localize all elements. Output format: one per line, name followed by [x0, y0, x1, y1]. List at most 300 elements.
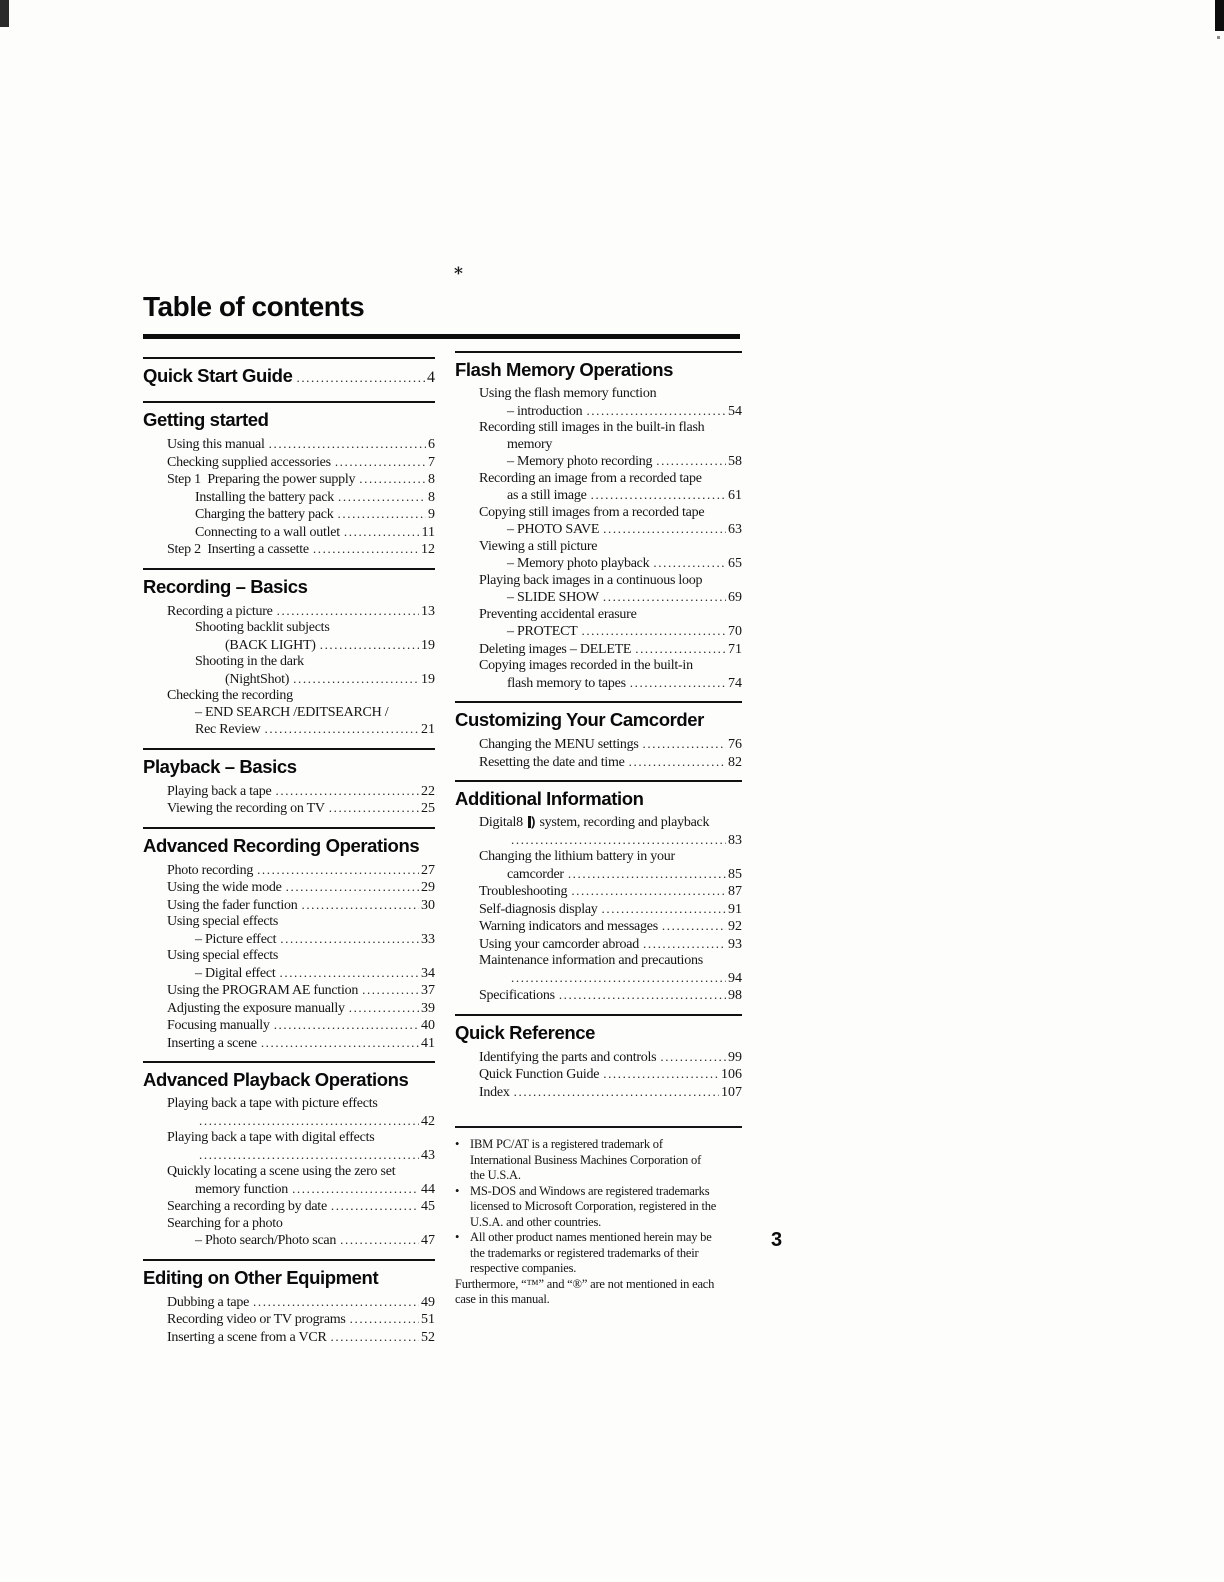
toc-entry-page: 71 — [728, 641, 742, 657]
dot-leader — [199, 1113, 419, 1131]
toc-entry-text: – Picture effect — [195, 931, 277, 947]
toc-entry-text: – introduction — [507, 403, 583, 419]
toc-entry-text: Self-diagnosis display — [479, 901, 598, 917]
section-heading-row — [143, 408, 435, 436]
toc-entry-row — [455, 437, 742, 454]
toc-entry-row — [455, 736, 742, 754]
toc-entry-text: Index — [479, 1084, 510, 1100]
dot-leader — [660, 1049, 726, 1067]
section-heading-row — [143, 1266, 435, 1294]
dot-leader — [629, 754, 726, 772]
toc-entry-page: 47 — [421, 1233, 435, 1248]
footnote-line: IBM PC/AT is a registered trademark of — [470, 1137, 663, 1151]
footnote-line: the trademarks or registered trademarks of their — [470, 1245, 699, 1260]
scan-artifact-asterisk: * — [454, 264, 463, 284]
toc-entry-page: 11 — [421, 524, 435, 540]
section-heading-row — [455, 1021, 742, 1049]
toc-entry-row — [143, 1035, 435, 1053]
toc-entry-page: 45 — [421, 1199, 435, 1214]
toc-entry-text: Recording video or TV programs — [167, 1312, 346, 1327]
toc-entry-page: 94 — [728, 970, 742, 986]
dot-leader — [653, 555, 726, 573]
toc-entry-text: Resetting the date and time — [479, 754, 625, 770]
footnote-lines — [470, 1230, 742, 1277]
dot-leader — [292, 1181, 419, 1199]
digital8-icon: ) — [528, 816, 535, 828]
section-heading-row — [455, 708, 742, 736]
toc-entry-text: Recording an image from a recorded tape — [479, 470, 702, 486]
section-heading-row — [143, 364, 435, 392]
toc-entry-row — [143, 654, 435, 671]
toc-entry-row — [143, 879, 435, 897]
dot-leader — [571, 883, 726, 901]
toc-section — [455, 351, 742, 701]
toc-entry-text: Connecting to a wall outlet — [195, 524, 340, 540]
toc-entry-text: – Memory photo recording — [507, 454, 653, 469]
section-heading: Playback – Basics — [143, 755, 297, 777]
toc-entry-page: 106 — [721, 1067, 742, 1082]
toc-entry-text: Deleting images – DELETE — [479, 641, 632, 657]
toc-entry-text: Viewing a still picture — [479, 538, 598, 554]
toc-entry-page: 44 — [421, 1181, 435, 1197]
toc-entry-text: memory function — [195, 1181, 289, 1197]
toc-entry-row — [455, 420, 742, 437]
toc-entry-text: Troubleshooting — [479, 884, 568, 899]
section-heading-row — [455, 358, 742, 386]
dot-leader — [280, 965, 420, 983]
toc-entry-page: 58 — [728, 454, 742, 469]
dot-leader — [350, 1311, 419, 1329]
toc-entry-page: 69 — [728, 590, 742, 605]
toc-entry-row — [143, 931, 435, 949]
toc-entry-row — [143, 1017, 435, 1035]
toc-entry-text: Using the fader function — [167, 897, 298, 913]
toc-entry-row — [455, 641, 742, 659]
toc-entry-text: Using this manual — [167, 437, 265, 452]
dot-leader — [338, 489, 426, 507]
toc-entry-text: Playing back a tape with digital effects — [167, 1130, 375, 1145]
toc-entry-page: 85 — [728, 866, 742, 882]
toc-column-right — [455, 351, 742, 1308]
toc-entry-page: 37 — [421, 983, 435, 998]
toc-entry-text: (BACK LIGHT) — [225, 637, 316, 653]
toc-entry-page: 25 — [421, 801, 435, 816]
dot-leader — [603, 521, 726, 539]
dot-leader — [276, 783, 420, 801]
dot-leader — [277, 603, 419, 621]
dot-leader — [344, 524, 420, 542]
toc-entry-text: Digital8 — [479, 815, 527, 830]
toc-entry-page: 9 — [428, 507, 435, 522]
dot-leader — [261, 1035, 419, 1053]
page-number: 3 — [771, 1229, 783, 1251]
toc-section — [455, 1014, 742, 1111]
toc-entry-page: 99 — [728, 1049, 742, 1065]
toc-entry-row — [143, 637, 435, 655]
dot-leader — [265, 721, 419, 739]
dot-leader — [359, 471, 426, 489]
toc-entry-row — [455, 970, 742, 988]
toc-entry-page: 61 — [728, 488, 742, 503]
toc-entry-page: 92 — [728, 919, 742, 934]
toc-entry-text: Recording a picture — [167, 603, 273, 619]
section-heading: Advanced Recording Operations — [143, 834, 420, 856]
toc-entry-text: Maintenance information and precautions — [479, 953, 703, 968]
toc-entry-row — [143, 1311, 435, 1329]
section-heading-row — [143, 755, 435, 783]
footnote-line: Furthermore, “™” and “®” are not mentioned in each — [455, 1276, 715, 1291]
toc-entry-row — [455, 487, 742, 505]
section-heading-page: 4 — [427, 369, 435, 386]
toc-entry-page: 7 — [428, 454, 435, 470]
dot-leader — [293, 671, 419, 689]
dot-leader — [329, 800, 419, 818]
scan-artifact-top-right — [1215, 0, 1224, 31]
section-heading-row — [455, 787, 742, 815]
toc-entry-row — [143, 705, 435, 722]
dot-leader — [335, 454, 426, 472]
dot-leader — [331, 1329, 419, 1347]
toc-entry-text: Installing the battery pack — [195, 489, 335, 505]
toc-entry-row — [143, 1000, 435, 1018]
toc-entry-text: Identifying the parts and controls — [479, 1049, 657, 1065]
dot-leader — [630, 675, 726, 693]
toc-entry-text: as a still image — [507, 488, 587, 503]
dot-leader — [253, 1294, 419, 1312]
toc-entry-page: 83 — [728, 832, 742, 848]
toc-entry-row — [455, 607, 742, 624]
dot-leader — [257, 862, 419, 880]
toc-entry-page: 98 — [728, 988, 742, 1003]
toc-entry-page: 13 — [421, 603, 435, 619]
toc-entry-page: 19 — [421, 637, 435, 653]
toc-entry-page: 70 — [728, 624, 742, 639]
dot-leader — [296, 369, 425, 387]
toc-entry-row — [143, 489, 435, 507]
toc-entry-page: 107 — [721, 1084, 742, 1100]
toc-entry-row — [143, 783, 435, 801]
toc-entry-page: 76 — [728, 737, 742, 752]
toc-entry-row — [455, 883, 742, 901]
toc-entry-row — [143, 1181, 435, 1199]
footnote-line: U.S.A. and other countries. — [470, 1214, 602, 1229]
dot-leader — [559, 987, 726, 1005]
dot-leader — [568, 866, 726, 884]
toc-entry-page: 34 — [421, 965, 435, 981]
dot-leader — [349, 1000, 419, 1018]
dot-leader — [274, 1017, 419, 1035]
toc-entry-row — [143, 1232, 435, 1250]
toc-entry-text: Changing the MENU settings — [479, 737, 639, 752]
dot-leader — [591, 487, 726, 505]
toc-entry-text: Using special effects — [167, 948, 279, 963]
toc-entry-text: Checking the recording — [167, 688, 293, 703]
toc-section — [143, 1259, 435, 1356]
toc-entry-text: Dubbing a tape — [167, 1294, 250, 1310]
dot-leader — [340, 1232, 419, 1250]
toc-entry-row — [455, 815, 742, 832]
toc-entry-page: 12 — [421, 542, 435, 557]
toc-entry-row — [143, 1147, 435, 1165]
toc-entry-row — [455, 505, 742, 522]
toc-entry-text: Using the PROGRAM AE function — [167, 983, 359, 998]
toc-entry-page: 21 — [421, 722, 435, 737]
toc-entry-row — [455, 1084, 742, 1102]
toc-entry-page: 22 — [421, 783, 435, 799]
toc-entry-text: Using the flash memory function — [479, 386, 657, 401]
toc-entry-page: 41 — [421, 1035, 435, 1051]
footnote-item — [455, 1184, 742, 1231]
toc-entry-page: 43 — [421, 1147, 435, 1163]
footnote-closing — [455, 1277, 742, 1308]
toc-entry-row — [455, 675, 742, 693]
dot-leader — [286, 879, 419, 897]
toc-entry-page: 29 — [421, 880, 435, 895]
toc-entry-page: 82 — [728, 754, 742, 770]
toc-entry-row — [455, 573, 742, 590]
page-title: Table of contents — [143, 291, 365, 322]
toc-entry-text: Adjusting the exposure manually — [167, 1000, 345, 1016]
toc-entry-row — [143, 436, 435, 454]
bullet-glyph: • — [455, 1230, 460, 1244]
section-heading: Additional Information — [455, 788, 644, 809]
toc-entry-page: 51 — [421, 1312, 435, 1327]
toc-entry-row — [455, 453, 742, 471]
dot-leader — [313, 541, 419, 559]
toc-entry-text: Using your camcorder abroad — [479, 936, 640, 952]
toc-entry-text: Playing back a tape with picture effects — [167, 1096, 378, 1111]
toc-entry-row — [455, 953, 742, 970]
toc-entry-text: Recording still images in the built-in flash — [479, 420, 705, 435]
footnote-line: respective companies. — [470, 1261, 577, 1275]
toc-entry-text: Step 2 Inserting a cassette — [167, 542, 309, 557]
toc-entry-text: memory — [507, 436, 553, 452]
toc-entry-row — [143, 688, 435, 705]
toc-entry-page: 87 — [728, 884, 742, 899]
toc-section — [143, 748, 435, 827]
trademark-footnotes — [455, 1126, 742, 1308]
dot-leader — [514, 1084, 719, 1102]
section-heading: Flash Memory Operations — [455, 359, 673, 380]
toc-entry-row — [143, 506, 435, 524]
toc-entry-text: Playing back a tape — [167, 783, 272, 799]
toc-entry-page: 6 — [428, 437, 435, 452]
toc-section — [143, 401, 435, 568]
toc-entry-page: 74 — [728, 675, 742, 691]
bullet-glyph: • — [455, 1137, 460, 1151]
toc-entry-row — [143, 1294, 435, 1312]
toc-entry-row — [455, 658, 742, 675]
toc-entry-row — [143, 1164, 435, 1181]
dot-leader — [331, 1198, 419, 1216]
toc-entry-row — [143, 471, 435, 489]
toc-entry-row — [455, 918, 742, 936]
toc-entry-text: camcorder — [507, 866, 564, 882]
toc-entry-page: 30 — [421, 897, 435, 913]
toc-entry-row — [143, 800, 435, 818]
footnote-item — [455, 1137, 742, 1184]
scan-artifact-speck — [1217, 36, 1220, 39]
toc-entry-text: Shooting backlit subjects — [195, 620, 330, 635]
dot-leader — [301, 897, 419, 915]
dot-leader — [269, 436, 426, 454]
toc-entry-row — [455, 832, 742, 850]
toc-entry-row — [143, 454, 435, 472]
dot-leader — [602, 901, 726, 919]
title-rule — [143, 334, 740, 339]
toc-section — [143, 357, 435, 401]
dot-leader — [511, 832, 726, 850]
dot-leader — [362, 982, 419, 1000]
toc-entry-text: flash memory to tapes — [507, 675, 626, 691]
toc-entry-row — [455, 555, 742, 573]
toc-entry-row — [455, 1066, 742, 1084]
toc-entry-page: 19 — [421, 671, 435, 687]
toc-entry-text: – PHOTO SAVE — [507, 522, 600, 537]
toc-entry-page: 39 — [421, 1000, 435, 1016]
toc-entry-row — [455, 849, 742, 866]
toc-entry-page: 65 — [728, 556, 742, 571]
toc-entry-text: Warning indicators and messages — [479, 919, 658, 934]
section-heading: Quick Reference — [455, 1021, 596, 1043]
toc-entry-row — [455, 623, 742, 641]
footnote-line: the U.S.A. — [470, 1168, 521, 1182]
toc-entry-page: 40 — [421, 1018, 435, 1033]
toc-entry-row — [143, 1113, 435, 1131]
dot-leader — [581, 623, 726, 641]
dot-leader — [603, 589, 726, 607]
toc-entry-text: Searching for a photo — [167, 1215, 283, 1231]
toc-entry-text: Inserting a scene — [167, 1035, 257, 1051]
section-heading: Getting started — [143, 409, 269, 430]
toc-entry-text: – Photo search/Photo scan — [195, 1233, 337, 1248]
dot-leader — [662, 918, 726, 936]
toc-section — [455, 701, 742, 780]
toc-entry-row — [455, 1049, 742, 1067]
toc-entry-text: Photo recording — [167, 862, 254, 878]
toc-entry-page: 54 — [728, 403, 742, 419]
toc-entry-text: Playing back images in a continuous loop — [479, 572, 703, 588]
toc-entry-text: – PROTECT — [507, 624, 578, 639]
toc-entry-text: (NightShot) — [225, 671, 290, 687]
toc-entry-text: Copying images recorded in the built-in — [479, 658, 693, 673]
toc-entry-text: Specifications — [479, 988, 555, 1003]
toc-entry-text: – Memory photo playback — [507, 556, 650, 571]
toc-entry-row — [455, 754, 742, 772]
dot-leader — [643, 936, 726, 954]
toc-entry-row — [143, 603, 435, 621]
toc-entry-text: – SLIDE SHOW — [507, 590, 599, 605]
toc-entry-text: Focusing manually — [167, 1018, 270, 1033]
toc-entry-page: 52 — [421, 1329, 435, 1345]
toc-entry-row — [143, 524, 435, 542]
toc-entry-text: Inserting a scene from a VCR — [167, 1329, 327, 1345]
toc-entry-text: Viewing the recording on TV — [167, 801, 325, 816]
section-heading: Advanced Playback Operations — [143, 1069, 409, 1090]
toc-entry-row — [143, 965, 435, 983]
dot-leader — [199, 1147, 419, 1165]
dot-leader — [320, 637, 419, 655]
footnote-line: licensed to Microsoft Corporation, registered in the — [470, 1199, 717, 1213]
toc-entry-page: 91 — [728, 901, 742, 917]
toc-section — [143, 827, 435, 1062]
toc-entry-row — [455, 539, 742, 556]
toc-entry-page: 42 — [421, 1113, 435, 1129]
section-heading-row — [143, 834, 435, 862]
toc-entry-row — [143, 1130, 435, 1147]
toc-entry-text: Using the wide mode — [167, 880, 282, 895]
section-heading-row — [143, 575, 435, 603]
toc-entry-page: 8 — [428, 489, 435, 505]
scan-artifact-top-left — [0, 0, 9, 27]
toc-entry-row — [143, 914, 435, 931]
toc-entry-text: Checking supplied accessories — [167, 454, 331, 470]
toc-entry-text: Charging the battery pack — [195, 507, 334, 522]
toc-entry-row — [143, 671, 435, 689]
toc-entry-row — [143, 1198, 435, 1216]
toc-entry-row — [455, 386, 742, 403]
toc-entry-page: 63 — [728, 522, 742, 537]
dot-leader — [603, 1066, 719, 1084]
dot-leader — [643, 736, 726, 754]
toc-entry-row — [143, 541, 435, 559]
section-heading: Quick Start Guide — [143, 365, 293, 386]
toc-entry-row — [455, 521, 742, 539]
toc-entry-row — [455, 987, 742, 1005]
section-heading: Recording – Basics — [143, 575, 308, 597]
footnote-line: International Business Machines Corporation of — [470, 1152, 702, 1167]
toc-column-left — [143, 357, 435, 1355]
toc-entry-text: Step 1 Preparing the power supply — [167, 472, 356, 487]
toc-entry-row — [455, 936, 742, 954]
toc-entry-text: Preventing accidental erasure — [479, 606, 637, 622]
toc-entry-text: Searching a recording by date — [167, 1199, 327, 1214]
toc-section — [455, 780, 742, 1014]
dot-leader — [656, 453, 726, 471]
toc-entry-row — [455, 471, 742, 488]
toc-entry-row — [455, 866, 742, 884]
toc-entry-page: 49 — [421, 1294, 435, 1310]
toc-entry-page: 8 — [428, 472, 435, 487]
bullet-glyph: • — [455, 1183, 460, 1198]
toc-entry-row — [143, 1216, 435, 1233]
toc-entry-row — [143, 1096, 435, 1113]
dot-leader — [635, 641, 726, 659]
footnote-line: MS-DOS and Windows are registered trademarks — [470, 1183, 710, 1198]
toc-entry-text: Quick Function Guide — [479, 1067, 600, 1082]
toc-entry-row — [143, 620, 435, 637]
toc-section — [143, 1061, 435, 1259]
dot-leader — [511, 970, 726, 988]
dot-leader — [280, 931, 419, 949]
toc-entry-text: Copying still images from a recorded tape — [479, 504, 705, 520]
toc-entry-row — [143, 862, 435, 880]
footnote-lines — [470, 1184, 742, 1231]
toc-entry-text: Using special effects — [167, 914, 279, 929]
section-heading: Editing on Other Equipment — [143, 1266, 379, 1288]
footnote-line: All other product names mentioned herein may be — [470, 1230, 712, 1244]
toc-entry-row — [143, 982, 435, 1000]
section-heading-row — [143, 1068, 435, 1096]
toc-entry-row — [455, 403, 742, 421]
toc-entry-text: – END SEARCH /EDITSEARCH / — [195, 704, 389, 720]
toc-entry-text: Changing the lithium battery in your — [479, 849, 675, 864]
toc-entry-text: Rec Review — [195, 722, 261, 737]
footnote-lines — [470, 1137, 742, 1184]
toc-entry-page: 33 — [421, 931, 435, 947]
toc-entry-row — [143, 721, 435, 739]
toc-entry-row — [143, 897, 435, 915]
